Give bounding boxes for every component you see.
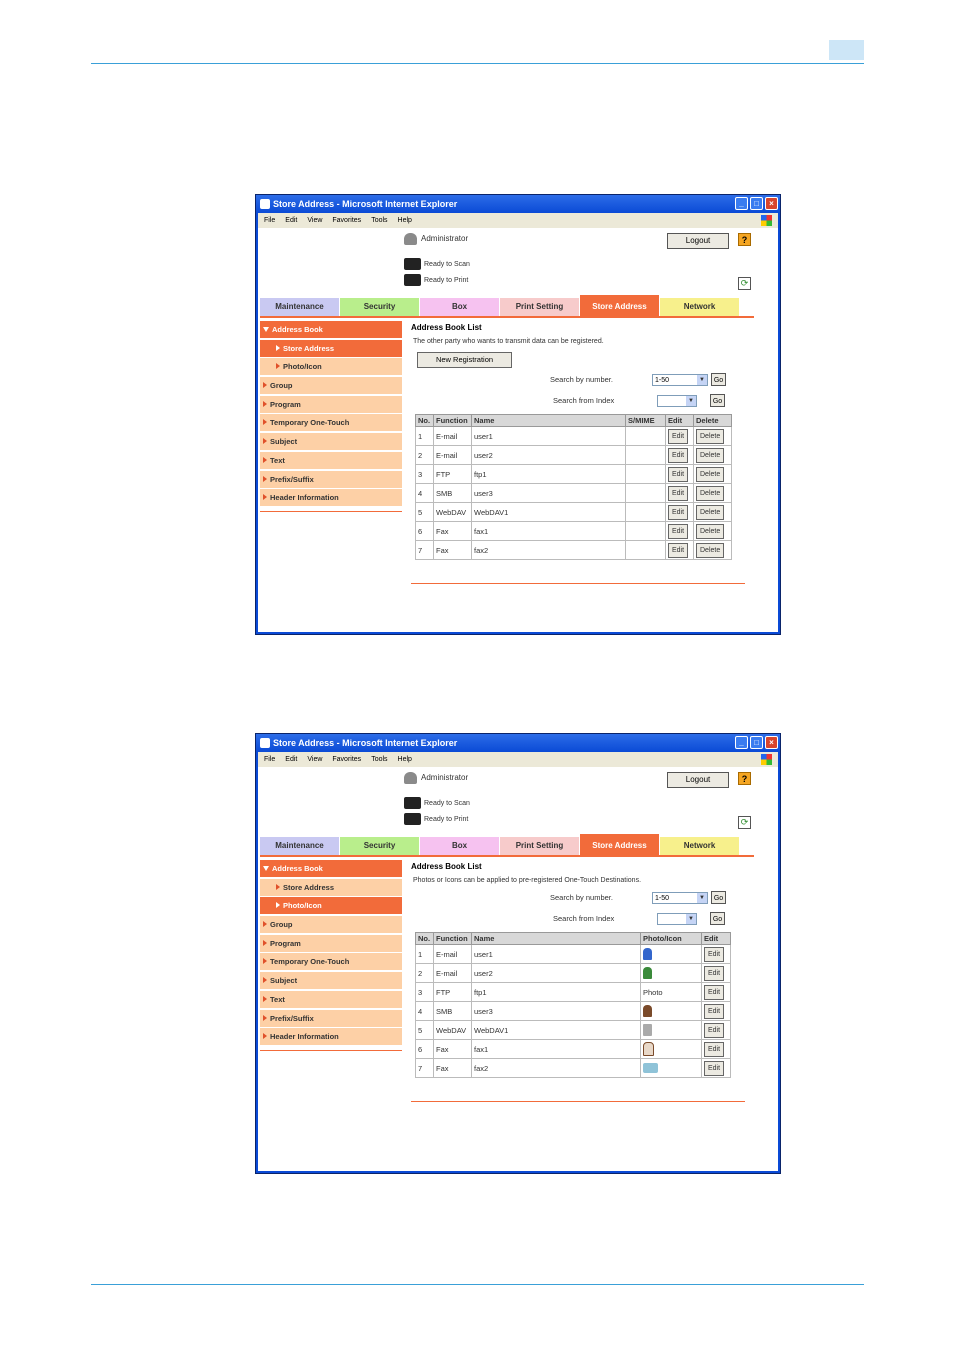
cell-delete [694, 427, 732, 446]
edit-button[interactable]: Edit [668, 429, 688, 444]
cell-edit [702, 983, 731, 1002]
table-row [416, 484, 732, 503]
tab-print-setting[interactable]: Print Setting [500, 837, 579, 855]
search-index-go-button[interactable]: Go [710, 912, 725, 925]
page-description: The other party who wants to transmit data can be registered. [413, 338, 604, 345]
delete-button[interactable]: Delete [696, 505, 724, 520]
print-status-text: Ready to Print [424, 276, 469, 284]
cell-edit [702, 1002, 731, 1021]
tab-maintenance[interactable]: Maintenance [260, 298, 339, 316]
menu-favorites[interactable]: Favorites [332, 756, 362, 763]
cell-function: WebDAV [434, 1021, 472, 1040]
cell-delete [694, 522, 732, 541]
sidebar-item-group[interactable] [260, 916, 402, 933]
cell-photo-icon [641, 945, 702, 964]
cell-edit [666, 465, 694, 484]
edit-button[interactable]: Edit [704, 1061, 724, 1076]
table-row [416, 964, 731, 983]
sidebar-item-subject[interactable] [260, 433, 402, 450]
scanner-icon [404, 258, 421, 270]
arrow-right-icon [263, 996, 267, 1002]
new-registration-button[interactable]: New Registration [417, 352, 512, 368]
edit-button[interactable]: Edit [704, 947, 724, 962]
cell-smime [626, 503, 666, 522]
minimize-button[interactable]: _ [735, 197, 748, 210]
help-icon[interactable]: ? [738, 233, 751, 246]
windows-logo-icon [761, 754, 772, 765]
cell-name: fax2 [472, 541, 626, 560]
print-status-text: Ready to Print [424, 815, 469, 823]
refresh-icon[interactable]: ⟳ [738, 816, 751, 829]
sidebar-label: Group [270, 920, 293, 930]
sidebar-item-header-information[interactable] [260, 1028, 402, 1045]
table-row [416, 465, 732, 484]
cell-edit [702, 1040, 731, 1059]
tab-network[interactable]: Network [660, 298, 739, 316]
page-corner-tab [829, 40, 864, 60]
menu-help[interactable]: Help [397, 756, 412, 763]
tab-store-address[interactable]: Store Address [580, 295, 659, 316]
cell-function: E-mail [434, 945, 472, 964]
cell-no: 6 [416, 522, 434, 541]
maximize-button[interactable]: □ [750, 197, 763, 210]
search-index-select[interactable] [657, 395, 697, 407]
search-number-value: 1-50 [655, 895, 670, 902]
page-bottom-rule [91, 1284, 864, 1285]
close-button[interactable]: × [765, 736, 778, 749]
sidebar-label: Store Address [283, 882, 334, 892]
cell-no: 1 [416, 427, 434, 446]
menu-edit[interactable]: Edit [285, 756, 298, 763]
cell-function: E-mail [434, 964, 472, 983]
sidebar [260, 860, 402, 1047]
page-description: Photos or Icons can be applied to pre-registered One-Touch Destinations. [413, 877, 642, 884]
sidebar-label: Photo/Icon [283, 362, 322, 372]
content-bottom-line [411, 583, 745, 584]
logout-button[interactable]: Logout [667, 233, 729, 249]
main-tabs [260, 298, 740, 316]
page-content [258, 767, 778, 1171]
cell-no: 3 [416, 465, 434, 484]
sidebar-bottom-line [260, 1050, 402, 1051]
cell-function: Fax [434, 522, 472, 541]
tab-box[interactable]: Box [420, 298, 499, 316]
tab-security[interactable]: Security [340, 298, 419, 316]
cell-edit [702, 1021, 731, 1040]
cell-delete [694, 541, 732, 560]
cell-name: fax1 [472, 1040, 641, 1059]
sidebar-bottom-line [260, 511, 402, 512]
sidebar-item-address-book[interactable] [260, 321, 402, 338]
cell-smime [626, 465, 666, 484]
administrator-icon [404, 772, 417, 784]
admin-status [404, 233, 468, 245]
sidebar-item-text[interactable] [260, 452, 402, 469]
tab-network[interactable]: Network [660, 837, 739, 855]
cell-name: user2 [472, 964, 641, 983]
cell-delete [694, 465, 732, 484]
page-top-rule [91, 63, 864, 64]
refresh-icon[interactable]: ⟳ [738, 277, 751, 290]
sidebar-label: Subject [270, 437, 298, 447]
col-function: Function [434, 415, 472, 427]
cell-name: user2 [472, 446, 626, 465]
delete-button[interactable]: Delete [696, 448, 724, 463]
sidebar-item-photo-icon[interactable] [260, 897, 402, 914]
table-row [416, 1021, 731, 1040]
minimize-button[interactable]: _ [735, 736, 748, 749]
search-index-label: Search from Index [553, 914, 615, 923]
user-blue-icon [643, 948, 652, 960]
sidebar-item-program[interactable] [260, 396, 402, 413]
edit-button[interactable]: Edit [668, 505, 688, 520]
cell-smime [626, 427, 666, 446]
chevron-down-icon: ▼ [697, 375, 707, 385]
page-title: Address Book List [411, 862, 482, 871]
browser-window-store-address [255, 194, 781, 635]
edit-button[interactable]: Edit [668, 543, 688, 558]
close-button[interactable]: × [765, 197, 778, 210]
window-title: Store Address - Microsoft Internet Explorer [273, 738, 458, 748]
sidebar-item-group[interactable] [260, 377, 402, 394]
arrow-right-icon [263, 958, 267, 964]
cell-function: E-mail [434, 427, 472, 446]
cell-no: 5 [416, 1021, 434, 1040]
admin-status [404, 772, 468, 784]
delete-button[interactable]: Delete [696, 486, 724, 501]
col-smime: S/MIME [626, 415, 666, 427]
cell-edit [666, 446, 694, 465]
arrow-right-icon [263, 921, 267, 927]
content-bottom-line [411, 1101, 745, 1102]
cell-function: FTP [434, 465, 472, 484]
expanded-arrow-icon [263, 327, 269, 332]
table-header-row [416, 933, 731, 945]
cell-no: 2 [416, 964, 434, 983]
cell-photo-icon [641, 1059, 702, 1078]
sidebar-label: Photo/Icon [283, 901, 322, 911]
cell-photo-icon [641, 1021, 702, 1040]
sidebar-item-prefix-suffix[interactable] [260, 471, 402, 488]
cell-photo-icon [641, 1040, 702, 1059]
user-brown-icon [643, 1005, 652, 1017]
cell-smime [626, 541, 666, 560]
cell-name: fax2 [472, 1059, 641, 1078]
table-row [416, 1040, 731, 1059]
sidebar-label: Address Book [272, 325, 323, 334]
cell-delete [694, 503, 732, 522]
menu-view[interactable]: View [307, 756, 323, 763]
cell-no: 5 [416, 503, 434, 522]
arrow-right-icon [263, 401, 267, 407]
search-number-select[interactable] [652, 374, 708, 386]
chevron-down-icon: ▼ [697, 893, 707, 903]
edit-button[interactable]: Edit [668, 486, 688, 501]
delete-button[interactable]: Delete [696, 543, 724, 558]
sidebar-label: Header Information [270, 1032, 339, 1042]
sidebar-label: Program [270, 399, 301, 409]
table-row [416, 427, 732, 446]
user-green-icon [643, 967, 652, 979]
cell-edit [666, 503, 694, 522]
sidebar-item-store-address[interactable] [260, 340, 402, 357]
administrator-icon [404, 233, 417, 245]
col-name: Name [472, 415, 626, 427]
col-edit: Edit [702, 933, 731, 945]
search-number-label: Search by number. [550, 893, 613, 902]
sidebar-item-photo-icon[interactable] [260, 358, 402, 375]
menu-tools[interactable]: Tools [371, 217, 388, 224]
table-row [416, 1002, 731, 1021]
cell-smime [626, 522, 666, 541]
sidebar-item-text[interactable] [260, 991, 402, 1008]
address-book-table [415, 414, 732, 560]
col-function: Function [434, 933, 472, 945]
tab-box[interactable]: Box [420, 837, 499, 855]
sidebar-item-temporary-one-touch[interactable] [260, 414, 402, 431]
edit-button[interactable]: Edit [668, 467, 688, 482]
cell-photo-icon [641, 964, 702, 983]
cell-function: WebDAV [434, 503, 472, 522]
scan-status-text: Ready to Scan [424, 260, 470, 268]
tab-security[interactable]: Security [340, 837, 419, 855]
cell-photo-icon: Photo [641, 983, 702, 1002]
printer-icon [404, 813, 421, 825]
menu-bar [258, 752, 778, 767]
edit-button[interactable]: Edit [704, 985, 724, 1000]
cell-no: 2 [416, 446, 434, 465]
arrow-right-icon [276, 345, 280, 351]
cell-edit [702, 1059, 731, 1078]
cell-name: fax1 [472, 522, 626, 541]
arrow-right-icon [263, 382, 267, 388]
sidebar-label: Program [270, 938, 301, 948]
table-row [416, 446, 732, 465]
chevron-down-icon: ▼ [686, 914, 696, 924]
arrow-right-icon [276, 902, 280, 908]
arrow-right-icon [263, 1015, 267, 1021]
server-icon [643, 1024, 652, 1036]
edit-button[interactable]: Edit [668, 448, 688, 463]
arrow-right-icon [263, 419, 267, 425]
search-index-select[interactable] [657, 913, 697, 925]
table-row [416, 522, 732, 541]
cell-edit [666, 484, 694, 503]
cell-no: 7 [416, 1059, 434, 1078]
page-title: Address Book List [411, 323, 482, 332]
menu-file[interactable]: File [264, 756, 276, 763]
cell-function: FTP [434, 983, 472, 1002]
table-body [416, 427, 732, 560]
printer-icon [404, 274, 421, 286]
table-row [416, 541, 732, 560]
arrow-right-icon [263, 438, 267, 444]
table-row [416, 1059, 731, 1078]
tab-print-setting[interactable]: Print Setting [500, 298, 579, 316]
sidebar [260, 321, 402, 508]
cell-no: 4 [416, 1002, 434, 1021]
sidebar-label: Temporary One-Touch [270, 957, 350, 967]
print-status [404, 813, 468, 825]
tab-store-address[interactable]: Store Address [580, 834, 659, 855]
page-content [258, 228, 778, 632]
edit-button[interactable]: Edit [704, 1042, 724, 1057]
maximize-button[interactable]: □ [750, 736, 763, 749]
arrow-right-icon [263, 940, 267, 946]
cell-no: 6 [416, 1040, 434, 1059]
cell-function: SMB [434, 1002, 472, 1021]
chevron-down-icon: ▼ [686, 396, 696, 406]
edit-button[interactable]: Edit [704, 1023, 724, 1038]
search-index-go-button[interactable]: Go [710, 394, 725, 407]
cell-function: SMB [434, 484, 472, 503]
ie-app-icon [260, 738, 270, 748]
cell-photo-icon [641, 1002, 702, 1021]
cell-delete [694, 484, 732, 503]
table-body [416, 945, 731, 1078]
windows-logo-icon [761, 215, 772, 226]
col-edit: Edit [666, 415, 694, 427]
photo-icon-table [415, 932, 731, 1078]
cell-function: E-mail [434, 446, 472, 465]
search-number-go-button[interactable]: Go [711, 373, 726, 386]
tab-maintenance[interactable]: Maintenance [260, 837, 339, 855]
menu-bar [258, 213, 778, 228]
sidebar-item-prefix-suffix[interactable] [260, 1010, 402, 1027]
sidebar-label: Text [270, 994, 285, 1004]
col-delete: Delete [694, 415, 732, 427]
menu-edit[interactable]: Edit [285, 217, 298, 224]
scanner-icon [404, 797, 421, 809]
admin-label: Administrator [421, 234, 469, 244]
ie-app-icon [260, 199, 270, 209]
search-number-label: Search by number. [550, 375, 613, 384]
arrow-right-icon [263, 494, 267, 500]
sidebar-item-address-book[interactable] [260, 860, 402, 877]
sidebar-label: Address Book [272, 864, 323, 873]
search-number-go-button[interactable]: Go [711, 891, 726, 904]
cell-name: WebDAV1 [472, 503, 626, 522]
cell-name: user3 [472, 1002, 641, 1021]
sidebar-item-store-address[interactable] [260, 879, 402, 896]
menu-view[interactable]: View [307, 217, 323, 224]
search-number-value: 1-50 [655, 377, 670, 384]
menu-help[interactable]: Help [397, 217, 412, 224]
arrow-right-icon [263, 457, 267, 463]
cell-name: WebDAV1 [472, 1021, 641, 1040]
expanded-arrow-icon [263, 866, 269, 871]
sidebar-item-program[interactable] [260, 935, 402, 952]
sidebar-label: Store Address [283, 343, 334, 353]
table-row [416, 503, 732, 522]
window-title: Store Address - Microsoft Internet Explorer [273, 199, 458, 209]
cell-name: ftp1 [472, 983, 641, 1002]
cell-smime [626, 446, 666, 465]
cell-delete [694, 446, 732, 465]
col-no: No. [416, 415, 434, 427]
cell-name: ftp1 [472, 465, 626, 484]
cell-function: Fax [434, 1040, 472, 1059]
cell-no: 1 [416, 945, 434, 964]
arrow-right-icon [263, 1033, 267, 1039]
cell-name: user1 [472, 945, 641, 964]
cell-edit [702, 964, 731, 983]
table-row [416, 983, 731, 1002]
main-tabs [260, 837, 740, 855]
sidebar-item-temporary-one-touch[interactable] [260, 953, 402, 970]
cell-no: 7 [416, 541, 434, 560]
edit-button[interactable]: Edit [704, 1004, 724, 1019]
scan-status-text: Ready to Scan [424, 799, 470, 807]
col-photo-icon: Photo/Icon [641, 933, 702, 945]
delete-button[interactable]: Delete [696, 524, 724, 539]
delete-button[interactable]: Delete [696, 429, 724, 444]
cell-edit [666, 541, 694, 560]
cell-edit [666, 427, 694, 446]
delete-button[interactable]: Delete [696, 467, 724, 482]
cell-no: 4 [416, 484, 434, 503]
cell-edit [666, 522, 694, 541]
window-titlebar [256, 734, 780, 752]
fax-machine-icon [643, 1063, 658, 1073]
cell-function: Fax [434, 1059, 472, 1078]
tab-underline [260, 855, 754, 857]
arrow-right-icon [276, 884, 280, 890]
menu-tools[interactable]: Tools [371, 756, 388, 763]
cell-name: user1 [472, 427, 626, 446]
admin-label: Administrator [421, 773, 469, 783]
search-index-label: Search from Index [553, 396, 615, 405]
scan-status [404, 797, 470, 809]
cell-name: user3 [472, 484, 626, 503]
cell-smime [626, 484, 666, 503]
edit-button[interactable]: Edit [668, 524, 688, 539]
menu-favorites[interactable]: Favorites [332, 217, 362, 224]
sidebar-label: Temporary One-Touch [270, 418, 350, 428]
col-no: No. [416, 933, 434, 945]
table-header-row [416, 415, 732, 427]
sidebar-item-subject[interactable] [260, 972, 402, 989]
help-icon[interactable]: ? [738, 772, 751, 785]
print-status [404, 274, 468, 286]
col-name: Name [472, 933, 641, 945]
sidebar-label: Text [270, 455, 285, 465]
edit-button[interactable]: Edit [704, 966, 724, 981]
window-titlebar [256, 195, 780, 213]
sidebar-label: Prefix/Suffix [270, 474, 314, 484]
sidebar-label: Group [270, 381, 293, 391]
browser-window-photo-icon [255, 733, 781, 1174]
arrow-right-icon [276, 363, 280, 369]
user-white-icon [643, 1042, 654, 1056]
table-row [416, 945, 731, 964]
sidebar-label: Subject [270, 976, 298, 986]
arrow-right-icon [263, 977, 267, 983]
menu-file[interactable]: File [264, 217, 276, 224]
search-number-select[interactable] [652, 892, 708, 904]
arrow-right-icon [263, 476, 267, 482]
tab-underline [260, 316, 754, 318]
sidebar-label: Header Information [270, 493, 339, 503]
scan-status [404, 258, 470, 270]
cell-function: Fax [434, 541, 472, 560]
logout-button[interactable]: Logout [667, 772, 729, 788]
sidebar-item-header-information[interactable] [260, 489, 402, 506]
sidebar-label: Prefix/Suffix [270, 1013, 314, 1023]
cell-edit [702, 945, 731, 964]
cell-no: 3 [416, 983, 434, 1002]
